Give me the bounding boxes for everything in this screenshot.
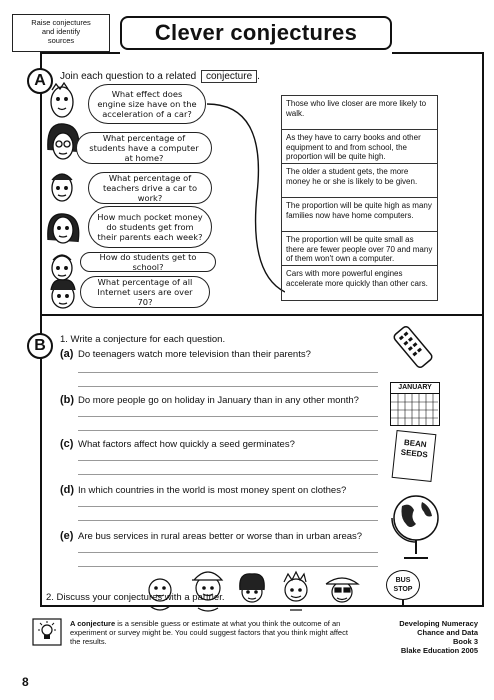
question-text: Are bus services in rural areas better or worse than in urban areas? [78, 531, 363, 542]
student-faces-illustration [40, 80, 90, 310]
face-icon [51, 280, 75, 308]
instruction-keyword: conjecture [201, 70, 257, 83]
bus-stop-label: BUS [395, 577, 411, 584]
face-icon [326, 578, 358, 602]
instruction-text: Join each question to a related [60, 71, 197, 82]
bus-stop-label: STOP [393, 586, 413, 593]
face-icon [52, 174, 72, 201]
question-text: In which countries in the world is most money spent on clothes? [78, 485, 347, 496]
question-bubble: What percentage of students have a computer at home? [76, 132, 212, 164]
conjecture-definition [70, 619, 348, 646]
question-e [60, 530, 362, 542]
question-letter: (c) [60, 438, 74, 450]
answer-line[interactable] [78, 506, 378, 507]
series-info [360, 619, 478, 655]
students-illustration [140, 566, 380, 614]
section-a-badge: A [27, 68, 53, 94]
objective-line: Raise conjectures [31, 18, 91, 27]
question-bubble: How do students get to school? [80, 252, 216, 272]
question-letter: (b) [60, 394, 75, 406]
conjecture-item[interactable]: Those who live closer are more likely to walk. [282, 96, 437, 130]
answer-line[interactable] [78, 552, 378, 553]
answer-line[interactable] [78, 430, 378, 431]
objective-box [12, 14, 110, 52]
question-d [60, 484, 346, 496]
question-bubble: What percentage of all Internet users are over 70? [80, 276, 210, 308]
bus-stop-sign-icon [386, 570, 420, 600]
question-text: Do teenagers watch more television than their parents? [78, 349, 311, 360]
conjecture-item[interactable]: As they have to carry books and other equipment to and from school, the proportion will be quite high. [282, 130, 437, 164]
section-divider [40, 314, 484, 316]
conjecture-item[interactable]: The older a student gets, the more money he or she is likely to be given. [282, 164, 437, 198]
globe-icon [388, 488, 444, 568]
question-letter: (a) [60, 348, 74, 360]
answer-line[interactable] [78, 460, 378, 461]
question-a [60, 348, 311, 360]
section-b-badge: B [27, 333, 53, 359]
task-1-instruction: 1. Write a conjecture for each question. [60, 334, 226, 345]
answer-line[interactable] [78, 416, 378, 417]
seed-packet-label: SEEDS [400, 447, 429, 460]
example-join-line [205, 100, 285, 300]
face-icon [52, 255, 72, 280]
page-title: Clever conjectures [120, 16, 392, 50]
calendar-icon [390, 382, 440, 426]
answer-line[interactable] [78, 386, 378, 387]
question-bubble: What percentage of teachers drive a car to work? [88, 172, 212, 204]
conjecture-item[interactable]: The proportion will be quite high as many families now have home computers. [282, 198, 437, 232]
question-text: What factors affect how quickly a seed germinates? [78, 439, 295, 450]
frame-top-left [40, 52, 120, 54]
question-letter: (d) [60, 484, 75, 496]
calendar-month: JANUARY [391, 383, 439, 394]
definition-text: is a sensible guess or estimate at what you think the outcome of an experiment or survey might be. You could suggest factors that you think might affect the results. [70, 619, 348, 646]
calendar-grid [391, 394, 438, 426]
question-text: Do more people go on holiday in January than in any other month? [78, 395, 359, 406]
answer-line[interactable] [78, 474, 378, 475]
face-icon [48, 214, 79, 243]
conjecture-item[interactable]: Cars with more powerful engines accelerate more quickly than other cars. [286, 269, 428, 288]
conjecture-item[interactable]: The proportion will be quite small as there are fewer people over 70 and many of them won't own a computer. [282, 232, 437, 266]
frame-top-right [392, 52, 484, 54]
question-c [60, 438, 295, 450]
answer-line[interactable] [78, 520, 378, 521]
question-bubble: How much pocket money do students get from their parents each week? [88, 206, 212, 248]
series-line: Chance and Data [417, 628, 478, 637]
face-icon [284, 572, 307, 610]
series-line: Blake Education 2005 [400, 646, 478, 655]
series-line: Book 3 [452, 637, 478, 646]
face-icon [51, 83, 73, 117]
face-icon [240, 574, 265, 602]
bus-stop-pole [402, 600, 404, 606]
conjecture-list [281, 95, 438, 301]
instruction-end: . [257, 71, 260, 82]
answer-line[interactable] [78, 372, 378, 373]
question-bubble: What effect does engine size have on the acceleration of a car? [88, 84, 206, 124]
seed-packet-icon [392, 430, 437, 482]
lightbulb-icon [32, 618, 62, 646]
definition-term: A conjecture [70, 619, 116, 628]
objective-line: and identify [41, 27, 81, 36]
task-2-instruction: 2. Discuss your conjectures with a partner. [46, 592, 225, 603]
objective-line: sources [47, 36, 75, 45]
question-b [60, 394, 359, 406]
tv-remote-icon [388, 322, 438, 372]
face-icon [48, 124, 79, 159]
series-line: Developing Numeracy [399, 619, 478, 628]
page-number: 8 [22, 675, 29, 689]
question-letter: (e) [60, 530, 74, 542]
seed-packet-label: BEAN [403, 437, 428, 450]
